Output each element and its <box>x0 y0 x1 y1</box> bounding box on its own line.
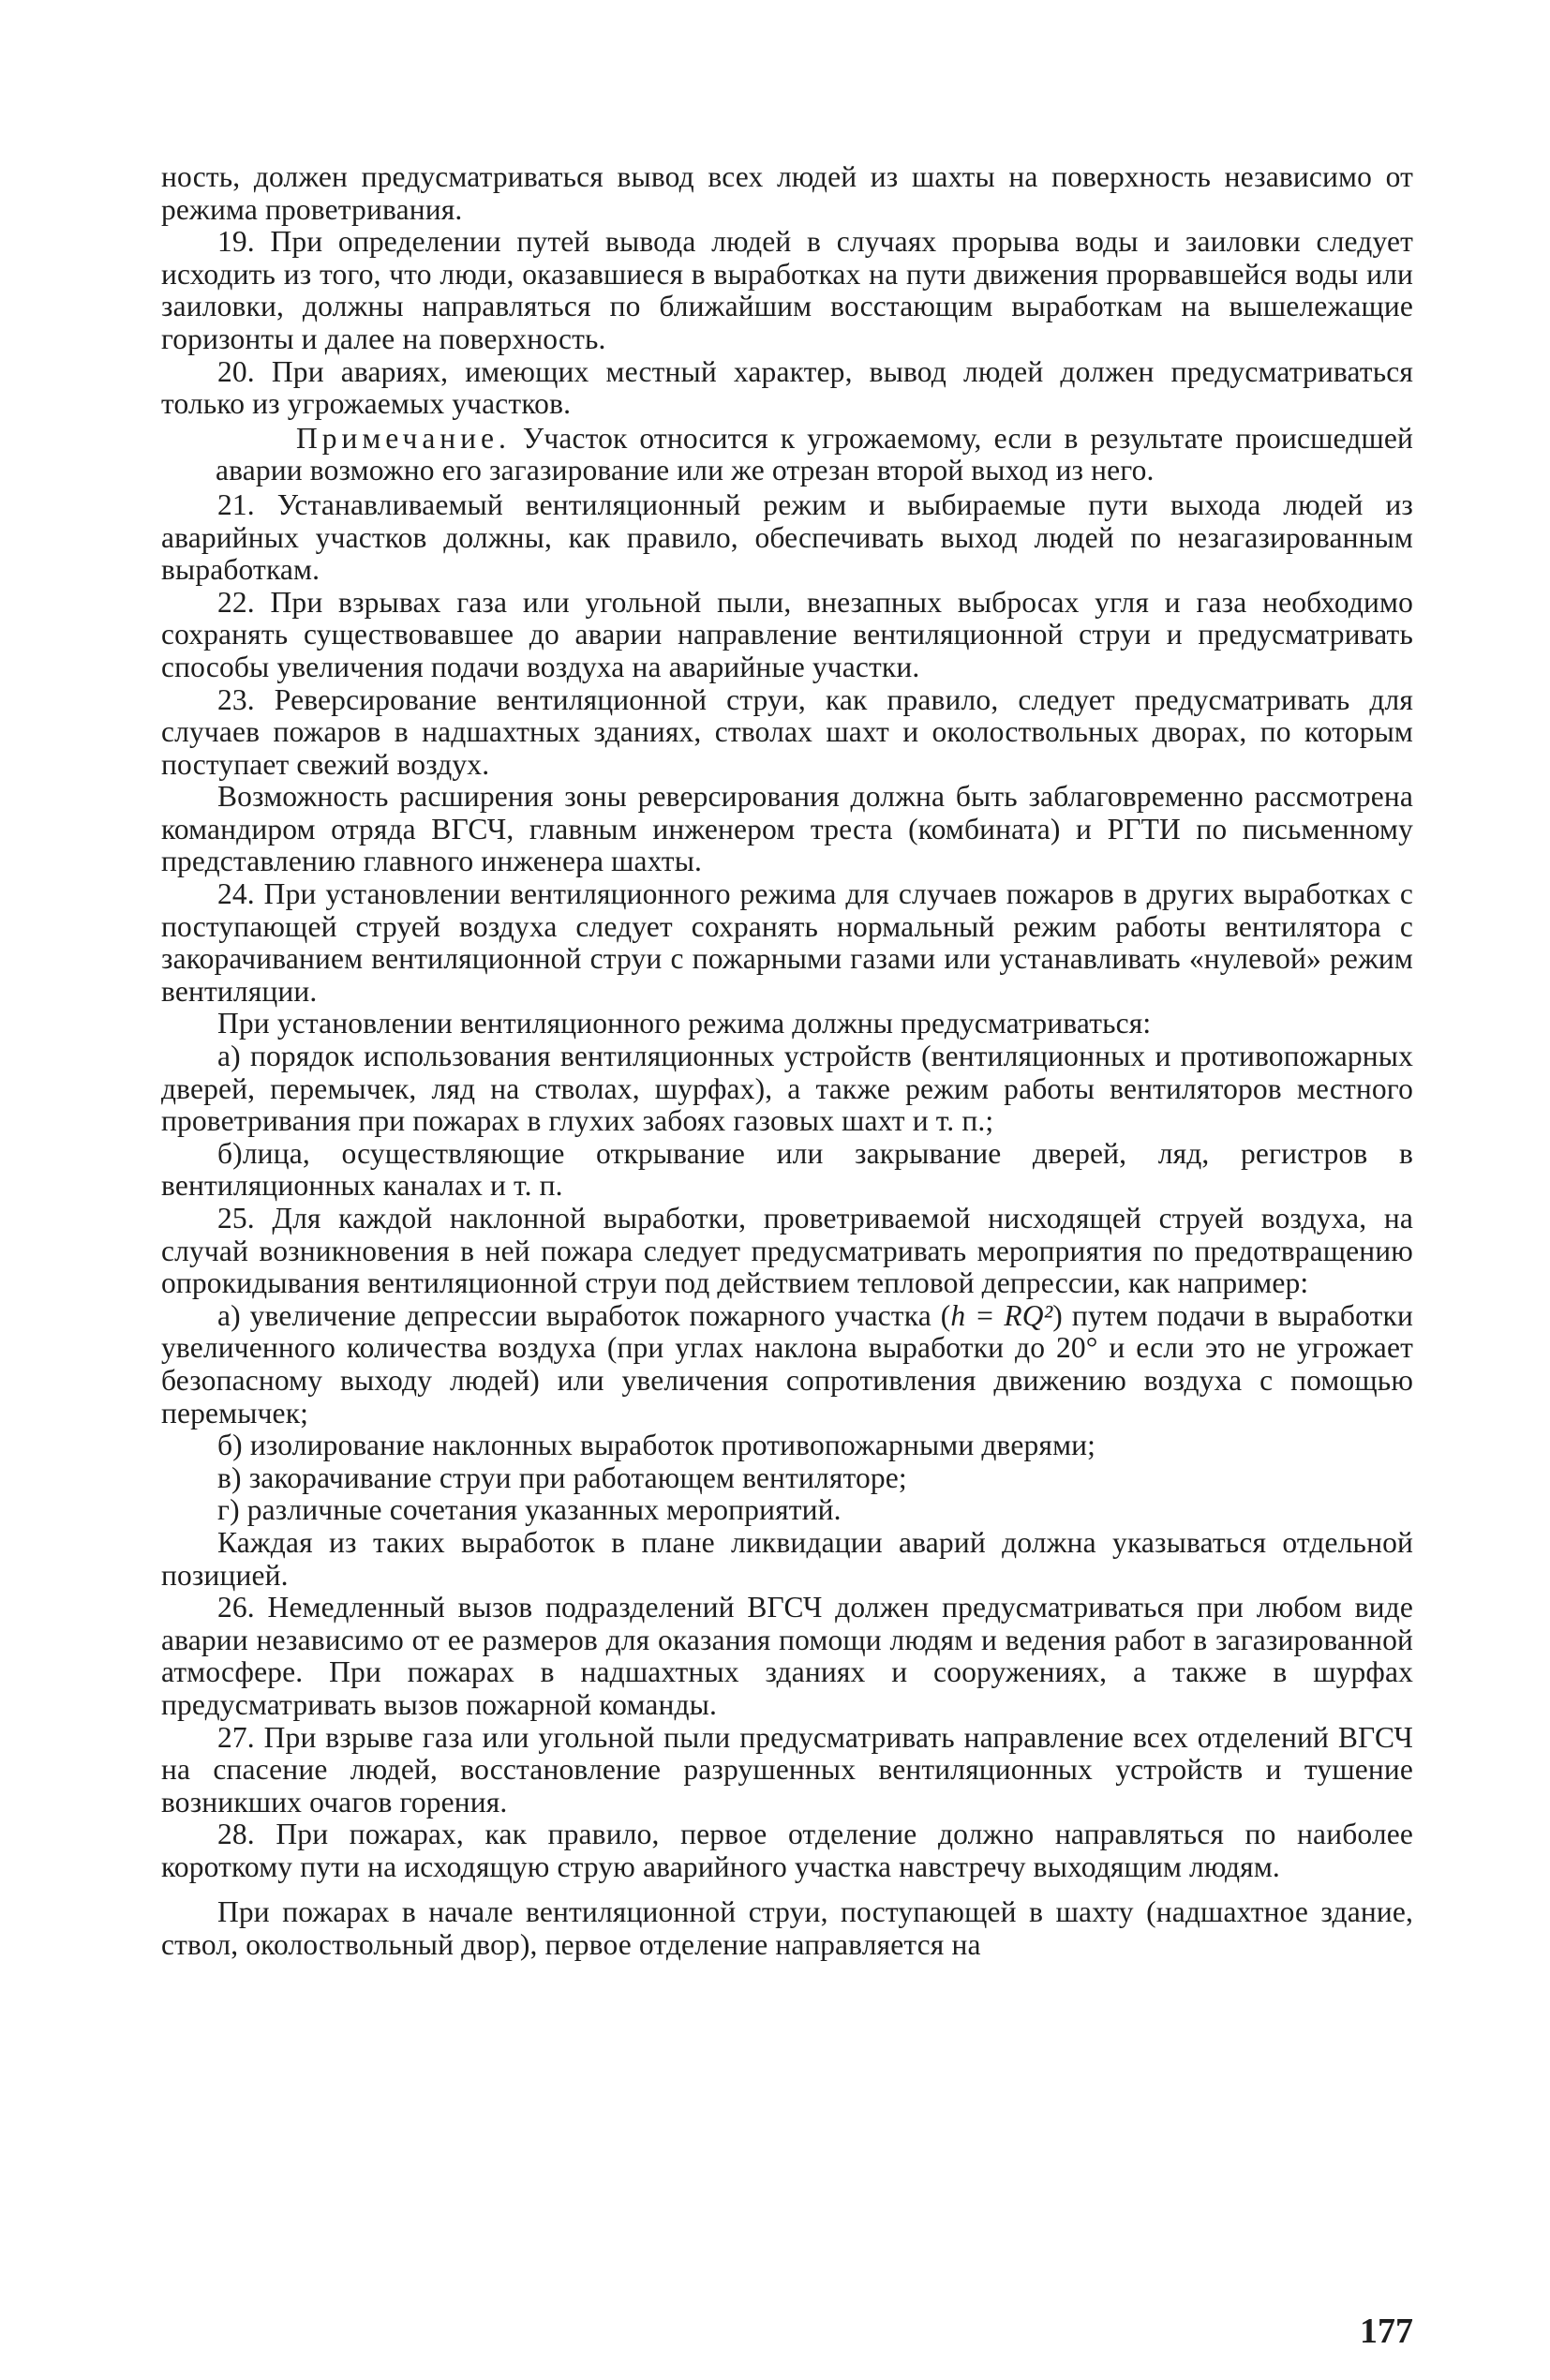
depression-formula: h = RQ² <box>950 1298 1053 1332</box>
paragraph-25-item-d: г) различные сочетания указанных мероприятий. <box>217 1493 842 1527</box>
page-number: 177 <box>1360 2312 1413 2351</box>
paragraph-24: 24. При установлении вентиляционного режима для случаев пожаров в других выработках с поступающей струей воздуха следует сохранять нормальный режим работы вентилятора с закорачиванием вентиляционной струи с пожарными газами или устанавливать «нулевой» режим вентиляции. <box>161 877 1413 1008</box>
paragraph-25-item-c: в) закорачивание струи при работающем вентиляторе; <box>217 1460 907 1494</box>
paragraph-25-item-a-end: ) путем подачи в выработки увеличенного количества воздуха (при углах наклона выработки до 20° и если это не угрожает безопасному выходу людей) или увеличения сопротивления движению воздуха с помощью перемычек; <box>161 1298 1413 1429</box>
paragraph-24-item-b: б)лица, осуществляющие открывание или закрывание дверей, ляд, регистров в вентиляционных каналах и т. п. <box>161 1136 1413 1203</box>
paragraph-25-note: Каждая из таких выработок в плане ликвидации аварий должна указываться отдельной позицией. <box>161 1525 1413 1592</box>
note-paragraph <box>216 423 1413 487</box>
note-label: Примечание. <box>296 421 511 455</box>
paragraph-continuation: ность, должен предусматриваться вывод всех людей из шахты на поверхность независимо от режима проветривания. <box>161 160 1413 226</box>
paragraph-24-item-a: а) порядок использования вентиляционных устройств (вентиляционных и противопожарных дверей, перемычек, ляд на стволах, шурфах), а также режим работы вентиляторов местного проветривания при пожарах в глухих забоях газовых шахт и т. п.; <box>161 1040 1413 1138</box>
paragraph-23-continued: Возможность расширения зоны реверсирования должна быть заблаговременно рассмотрена командиром отряда ВГСЧ, главным инженером треста (комбината) и РГТИ по письменному представлению главного инженера шахты. <box>161 780 1413 878</box>
paragraph-20: 20. При авариях, имеющих местный характер, вывод людей должен предусматриваться только из угрожаемых участков. <box>161 354 1413 421</box>
paragraph-21: 21. Устанавливаемый вентиляционный режим и выбираемые пути выхода людей из аварийных участков должны, как правило, обеспечивать выход людей по незагазированным выработкам. <box>161 487 1413 587</box>
note-text: Участок относится к угрожаемому, если в результате происшедшей аварии возможно его загазирование или же отрезан второй выход из него. <box>216 421 1413 487</box>
paragraph-27: 27. При взрыве газа или угольной пыли предусматривать направление всех отделений ВГСЧ на спасение людей, восстановление разрушенных вентиляционных устройств и тушение возникших очагов горения. <box>161 1720 1413 1819</box>
body-text <box>161 161 1413 1962</box>
paragraph-28: 28. При пожарах, как правило, первое отделение должно направляться по наиболее короткому пути на исходящую струю аварийного участка навстречу выходящим людям. <box>161 1818 1413 1883</box>
paragraph-25-item-a <box>161 1300 1413 1429</box>
paragraph-23: 23. Реверсирование вентиляционной струи, как правило, следует предусматривать для случаев пожаров в надшахтных зданиях, стволах шахт и околоствольных дворах, по которым поступает свежий воздух. <box>161 682 1413 781</box>
paragraph-22: 22. При взрывах газа или угольной пыли, внезапных выбросах угля и газа необходимо сохранять существовавшее до аварии направление вентиляционной струи и предусматривать способы увеличения подачи воздуха на аварийные участки. <box>161 585 1413 683</box>
paragraph-26: 26. Немедленный вызов подразделений ВГСЧ должен предусматриваться при любом виде аварии независимо от ее размеров для оказания помощи людям и ведения работ в загазированной атмосфере. При пожарах в надшахтных зданиях и сооружениях, а также в шурфах предусматривать вызов пожарной команды. <box>161 1591 1413 1721</box>
paragraph-25-item-b: б) изолирование наклонных выработок противопожарными дверями; <box>217 1429 1096 1462</box>
paragraph-24-intro: При установлении вентиляционного режима должны предусматриваться: <box>217 1007 1152 1040</box>
paragraph-25-item-a-start: а) увеличение депрессии выработок пожарного участка ( <box>217 1298 951 1332</box>
paragraph-19: 19. При определении путей вывода людей в случаях прорыва воды и заиловки следует исходить из того, что люди, оказавшиеся в выработках на пути движения прорвавшейся воды или заиловки, должны направляться по ближайшим восстающим выработкам на вышележащие горизонты и далее на поверхность. <box>161 225 1413 355</box>
paragraph-25: 25. Для каждой наклонной выработки, проветриваемой нисходящей струей воздуха, на случай возникновения в ней пожара следует предусматривать мероприятия по предотвращению опрокидывания вентиляционной струи под действием тепловой депрессии, как например: <box>161 1202 1413 1300</box>
paragraph-28-continued: При пожарах в начале вентиляционной струи, поступающей в шахту (надшахтное здание, ствол, околоствольный двор), первое отделение направляется на <box>161 1895 1413 1962</box>
